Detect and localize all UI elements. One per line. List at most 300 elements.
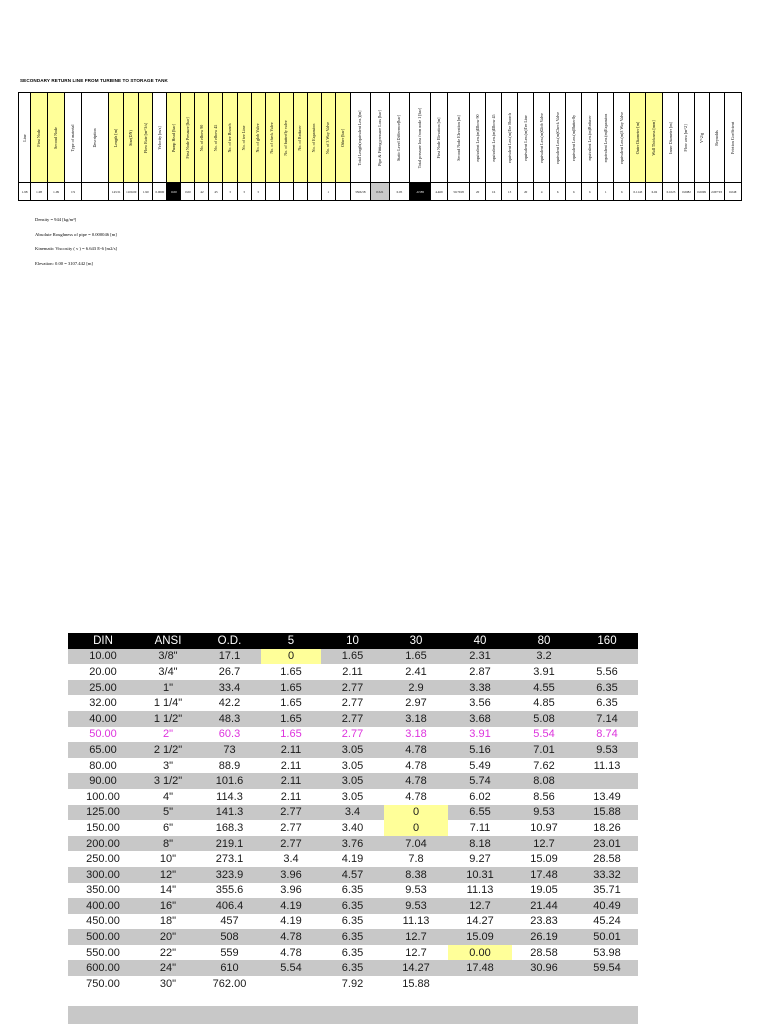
schedule-cell: 42.2 — [198, 695, 261, 711]
schedule-cell: 26.7 — [198, 664, 261, 680]
calc-value-cell: 6 — [566, 183, 582, 201]
schedule-row — [68, 695, 638, 711]
schedule-cell: 9.27 — [448, 851, 512, 867]
schedule-cell: 114.3 — [198, 789, 261, 805]
calc-header-cell — [19, 93, 31, 183]
schedule-cell: 6.35 — [321, 960, 384, 976]
schedule-cell: 4.78 — [384, 742, 448, 758]
calc-value-cell: 4 — [534, 183, 550, 201]
schedule-row — [68, 649, 638, 665]
schedule-cell: 0.00 — [448, 945, 512, 961]
calc-value-cell: 42 — [195, 183, 209, 201]
schedule-cell: 4.78 — [384, 773, 448, 789]
schedule-cell: 355.6 — [198, 883, 261, 899]
calc-value-cell: 20 — [518, 183, 534, 201]
calc-header-cell — [724, 93, 741, 183]
schedule-cell: 6.35 — [321, 929, 384, 945]
schedule-cell: 15.88 — [384, 976, 448, 992]
calc-header-label: equivalent Len.(m)Reducer — [586, 114, 592, 161]
density-note: Density = 944 [kg/m³] — [35, 217, 77, 222]
calc-header-label: Pump Head [bar] — [170, 123, 176, 152]
calc-value-cell: 0.00 — [167, 183, 181, 201]
calc-value-cell: CS — [65, 183, 82, 201]
calc-header-label: No. of elbow 45 — [212, 124, 218, 151]
schedule-cell: 1.65 — [261, 727, 321, 743]
schedule-cell: 11.13 — [384, 914, 448, 930]
schedule-cell: 3.96 — [261, 867, 321, 883]
schedule-cell: 9.53 — [384, 898, 448, 914]
schedule-cell: 65.00 — [68, 742, 138, 758]
schedule-cell: 14.27 — [448, 914, 512, 930]
schedule-cell: 3.91 — [448, 727, 512, 743]
calc-header-label: No. of butterfly valve — [283, 119, 289, 156]
schedule-cell: 33.4 — [198, 680, 261, 696]
schedule-cell: 50.01 — [576, 929, 638, 945]
schedule-cell: 406.4 — [198, 898, 261, 914]
schedule-cell: 8.18 — [448, 836, 512, 852]
schedule-cell: 30.96 — [512, 960, 576, 976]
schedule-cell: 2.11 — [261, 758, 321, 774]
schedule-cell: 10" — [138, 851, 198, 867]
schedule-cell: 3.18 — [384, 727, 448, 743]
calc-header-label: No. of Expansion — [311, 123, 317, 152]
calc-value-cell — [293, 183, 307, 201]
schedule-cell: 1 1/4" — [138, 695, 198, 711]
calc-value-cell: 20 — [470, 183, 486, 201]
calc-header-label: No. of check Valve — [269, 121, 275, 154]
schedule-cell: 1.65 — [321, 649, 384, 665]
schedule-cell: 500.00 — [68, 929, 138, 945]
schedule-cell: 3.05 — [321, 773, 384, 789]
calc-value-cell: 3566.58 — [350, 183, 370, 201]
schedule-cell: 48.3 — [198, 711, 261, 727]
calc-value-cell: 0.0009 — [694, 183, 709, 201]
calc-header-label: First Node Elevation [m] — [435, 116, 441, 159]
calc-header-label: V^2/g — [698, 132, 704, 143]
schedule-cell: 3.18 — [384, 711, 448, 727]
calc-header-label: Outer Diameter [m] — [634, 121, 640, 154]
schedule-cell: 7.04 — [384, 836, 448, 852]
schedule-cell: 50.00 — [68, 727, 138, 743]
schedule-header-cell: 160 — [576, 633, 638, 649]
calc-header-cell — [223, 93, 237, 183]
schedule-row — [68, 742, 638, 758]
schedule-cell: 2 1/2" — [138, 742, 198, 758]
calc-value-row — [19, 183, 742, 201]
schedule-cell: 5.54 — [512, 727, 576, 743]
calc-header-label: Static Level Difference[bar] — [396, 114, 402, 161]
schedule-cell: 0 — [261, 649, 321, 665]
calc-value-cell: 50.7918 — [448, 183, 470, 201]
calc-value-cell: 3 — [223, 183, 237, 201]
schedule-cell — [576, 773, 638, 789]
schedule-cell: 300.00 — [68, 867, 138, 883]
schedule-cell: 4.85 — [512, 695, 576, 711]
schedule-cell: 9.53 — [576, 742, 638, 758]
calc-header-cell — [502, 93, 518, 183]
schedule-cell: 59.54 — [576, 960, 638, 976]
calc-value-cell: 1.90 — [139, 183, 153, 201]
schedule-cell — [512, 976, 576, 992]
schedule-cell: 7.14 — [576, 711, 638, 727]
document-title: SECONDARY RETURN LINE FROM TURBINE TO STORAGE TANK — [20, 78, 168, 83]
schedule-cell: 18" — [138, 914, 198, 930]
schedule-cell: 12.7 — [448, 898, 512, 914]
schedule-cell — [261, 976, 321, 992]
schedule-cell: 9.53 — [512, 805, 576, 821]
schedule-cell: 250.00 — [68, 851, 138, 867]
schedule-cell: 12.7 — [384, 929, 448, 945]
schedule-cell: 2.11 — [261, 742, 321, 758]
calc-value-cell: 0.0082 — [679, 183, 694, 201]
calc-header-cell — [350, 93, 370, 183]
schedule-cell: 273.1 — [198, 851, 261, 867]
calc-value-cell — [335, 183, 350, 201]
schedule-cell: 5.54 — [261, 960, 321, 976]
schedule-cell: 12.7 — [384, 945, 448, 961]
schedule-cell: 23.83 — [512, 914, 576, 930]
calc-value-cell — [82, 183, 109, 201]
schedule-cell: 73 — [198, 742, 261, 758]
schedule-cell: 2.97 — [384, 695, 448, 711]
schedule-cell: 4.57 — [321, 867, 384, 883]
schedule-cell: 3.38 — [448, 680, 512, 696]
calc-header-cell — [209, 93, 223, 183]
calc-header-label: Total pressure loss from node 1 [bar] — [416, 107, 422, 168]
schedule-cell — [448, 976, 512, 992]
schedule-cell: 200.00 — [68, 836, 138, 852]
schedule-cell: 8" — [138, 836, 198, 852]
calc-header-cell — [663, 93, 679, 183]
schedule-cell: 2.77 — [261, 820, 321, 836]
calc-header-label: Type of material — [70, 124, 76, 151]
calc-header-cell — [307, 93, 321, 183]
calc-value-cell: -0.585 — [409, 183, 430, 201]
schedule-cell: 7.92 — [321, 976, 384, 992]
calc-header-label: Friction Coefficient — [729, 121, 735, 154]
schedule-cell: 2.11 — [321, 664, 384, 680]
schedule-cell: 219.1 — [198, 836, 261, 852]
calc-header-label: No. of tee Line — [240, 125, 246, 150]
schedule-row — [68, 680, 638, 696]
schedule-cell: 6.35 — [321, 914, 384, 930]
calc-header-cell — [486, 93, 502, 183]
calc-header-cell — [48, 93, 65, 183]
schedule-cell: 18.26 — [576, 820, 638, 836]
calc-value-cell — [307, 183, 321, 201]
calc-value-cell: 0.1143 — [630, 183, 646, 201]
schedule-row — [68, 820, 638, 836]
calc-header-label: No. of elbow 90 — [198, 124, 204, 151]
calc-header-cell — [694, 93, 709, 183]
calc-header-cell — [265, 93, 279, 183]
schedule-row — [68, 914, 638, 930]
schedule-header-cell: ANSI — [138, 633, 198, 649]
calc-header-cell — [470, 93, 486, 183]
schedule-cell: 35.71 — [576, 883, 638, 899]
schedule-cell: 5.08 — [512, 711, 576, 727]
schedule-cell: 5.74 — [448, 773, 512, 789]
calc-header-label: Wall Thickness [mm] — [651, 119, 657, 156]
schedule-cell: 4" — [138, 789, 198, 805]
schedule-cell: 2.11 — [261, 773, 321, 789]
schedule-cell: 125.00 — [68, 805, 138, 821]
schedule-cell: 4.78 — [261, 929, 321, 945]
schedule-cell: 0 — [384, 820, 448, 836]
pipe-schedule-table — [68, 633, 638, 992]
schedule-cell: 53.98 — [576, 945, 638, 961]
schedule-row — [68, 945, 638, 961]
schedule-cell: 6" — [138, 820, 198, 836]
calc-value-cell: 13 — [502, 183, 518, 201]
schedule-cell: 20" — [138, 929, 198, 945]
schedule-row — [68, 805, 638, 821]
calc-header-label: equivalent Len.(m)Elbow 90 — [474, 113, 480, 162]
schedule-cell: 28.58 — [512, 945, 576, 961]
calc-header-label: Velocity [m/s] — [156, 125, 162, 150]
schedule-cell: 3.05 — [321, 789, 384, 805]
schedule-cell: 1.65 — [261, 711, 321, 727]
calc-header-cell — [237, 93, 251, 183]
calc-value-cell: 3 — [251, 183, 265, 201]
calc-value-cell: 0.521 — [370, 183, 389, 201]
calc-value-cell: 1 — [321, 183, 335, 201]
calc-header-cell — [335, 93, 350, 183]
schedule-row — [68, 789, 638, 805]
calc-value-cell: 2.0E+03 — [709, 183, 724, 201]
schedule-cell: 90.00 — [68, 773, 138, 789]
schedule-cell: 101.6 — [198, 773, 261, 789]
calc-value-cell: 1-99 — [48, 183, 65, 201]
schedule-row — [68, 960, 638, 976]
schedule-row — [68, 727, 638, 743]
schedule-cell: 8.08 — [512, 773, 576, 789]
schedule-cell: 7.11 — [448, 820, 512, 836]
schedule-cell: 1.65 — [384, 649, 448, 665]
schedule-cell — [576, 649, 638, 665]
viscosity-note: Kinematic Viscosity ( ν ) = 6.643 E-6 [m2/s] — [35, 246, 118, 252]
schedule-cell: 5" — [138, 805, 198, 821]
schedule-cell: 2.77 — [321, 727, 384, 743]
schedule-cell: 762.00 — [198, 976, 261, 992]
schedule-cell: 8.74 — [576, 727, 638, 743]
schedule-cell: 6.35 — [321, 945, 384, 961]
schedule-cell: 4.55 — [512, 680, 576, 696]
schedule-cell: 3.56 — [448, 695, 512, 711]
schedule-cell: 141.3 — [198, 805, 261, 821]
calc-header-cell — [82, 93, 109, 183]
calc-header-cell — [31, 93, 48, 183]
schedule-header-cell: 5 — [261, 633, 321, 649]
calc-value-cell: 0.00 — [181, 183, 195, 201]
calc-header-cell — [109, 93, 124, 183]
calc-header-cell — [709, 93, 724, 183]
calc-header-label: Size(DN) — [128, 129, 134, 146]
calc-value-cell: 3 — [237, 183, 251, 201]
calc-header-cell — [598, 93, 614, 183]
schedule-cell: 88.9 — [198, 758, 261, 774]
schedule-row — [68, 711, 638, 727]
schedule-cell: 350.00 — [68, 883, 138, 899]
schedule-cell: 32.00 — [68, 695, 138, 711]
schedule-cell: 2.77 — [261, 836, 321, 852]
calc-header-label: equivalent Len.(m)Check Valve — [554, 111, 560, 164]
pipe-calculation-table — [18, 92, 742, 201]
calc-header-cell — [153, 93, 167, 183]
calc-value-cell — [279, 183, 293, 201]
calc-header-cell — [534, 93, 550, 183]
schedule-cell: 3.4 — [261, 851, 321, 867]
calc-header-cell — [582, 93, 598, 183]
calc-value-cell: 1100.00 — [124, 183, 139, 201]
schedule-row — [68, 867, 638, 883]
schedule-cell: 10.97 — [512, 820, 576, 836]
calc-header-label: equivalent Len.(m)3 Way Valve — [618, 111, 624, 164]
schedule-cell: 2.77 — [261, 805, 321, 821]
schedule-cell: 9.53 — [384, 883, 448, 899]
schedule-cell: 45.24 — [576, 914, 638, 930]
calc-header-cell — [409, 93, 430, 183]
calc-value-cell: 1 — [598, 183, 614, 201]
schedule-cell: 12" — [138, 867, 198, 883]
elevation-note: Elevation: 0.00 = 3107.442 [m] — [35, 260, 93, 266]
schedule-footer-bar — [68, 1006, 638, 1024]
schedule-cell: 508 — [198, 929, 261, 945]
calc-header-cell — [646, 93, 663, 183]
schedule-cell: 1 1/2" — [138, 711, 198, 727]
schedule-cell: 5.56 — [576, 664, 638, 680]
schedule-cell: 14" — [138, 883, 198, 899]
calc-value-cell: 6 — [614, 183, 630, 201]
calc-header-cell — [370, 93, 389, 183]
schedule-cell: 3" — [138, 758, 198, 774]
schedule-cell: 6.35 — [576, 695, 638, 711]
calc-value-cell: 0.0000 — [153, 183, 167, 201]
calc-header-cell — [195, 93, 209, 183]
schedule-cell: 6.35 — [321, 883, 384, 899]
schedule-cell: 4.19 — [321, 851, 384, 867]
schedule-cell: 559 — [198, 945, 261, 961]
schedule-cell: 22" — [138, 945, 198, 961]
calc-value-cell: 16 — [486, 183, 502, 201]
calc-header-cell — [124, 93, 139, 183]
calc-header-cell — [251, 93, 265, 183]
calc-header-label: Second Node — [53, 126, 59, 149]
schedule-cell: 12.7 — [512, 836, 576, 852]
calc-header-cell — [279, 93, 293, 183]
calc-header-label: Flow area [m^2] — [683, 123, 689, 152]
calc-header-cell — [518, 93, 534, 183]
schedule-cell: 2.9 — [384, 680, 448, 696]
schedule-cell: 2.41 — [384, 664, 448, 680]
schedule-cell: 5.16 — [448, 742, 512, 758]
schedule-cell: 3.68 — [448, 711, 512, 727]
roughness-note: Absolute Roughness of pipe = 0.000046 [m] — [35, 231, 117, 237]
calc-value-cell: 0.05 — [389, 183, 409, 201]
schedule-cell: 600.00 — [68, 960, 138, 976]
schedule-cell: 3 1/2" — [138, 773, 198, 789]
schedule-cell: 2.11 — [261, 789, 321, 805]
schedule-cell: 8.56 — [512, 789, 576, 805]
schedule-row — [68, 836, 638, 852]
schedule-cell: 8.38 — [384, 867, 448, 883]
schedule-cell: 10.00 — [68, 649, 138, 665]
schedule-row — [68, 883, 638, 899]
calc-value-cell: 0.04E — [724, 183, 741, 201]
schedule-cell — [576, 976, 638, 992]
schedule-cell: 4.78 — [384, 758, 448, 774]
schedule-cell: 17.48 — [448, 960, 512, 976]
schedule-header-row — [68, 633, 638, 649]
schedule-cell: 10.31 — [448, 867, 512, 883]
calc-header-label: Flow Rate [m^3/s] — [142, 122, 148, 153]
calc-header-label: equivalent Len.(m)Elbow 45 — [490, 113, 496, 162]
calc-value-cell — [265, 183, 279, 201]
calc-header-cell — [448, 93, 470, 183]
calc-value-cell: 1-98 — [19, 183, 31, 201]
calc-value-cell: 143.51 — [109, 183, 124, 201]
schedule-cell: 26.19 — [512, 929, 576, 945]
schedule-row — [68, 929, 638, 945]
calc-header-label: Reynolds — [713, 129, 719, 146]
calc-header-label: No. of glob Valve — [255, 122, 261, 153]
schedule-cell: 23.01 — [576, 836, 638, 852]
calc-value-cell: 45 — [209, 183, 223, 201]
schedule-header-cell: O.D. — [198, 633, 261, 649]
schedule-cell: 323.9 — [198, 867, 261, 883]
schedule-cell: 150.00 — [68, 820, 138, 836]
schedule-header-cell: 30 — [384, 633, 448, 649]
schedule-cell: 1.65 — [261, 664, 321, 680]
calc-header-cell — [430, 93, 447, 183]
schedule-cell: 28.58 — [576, 851, 638, 867]
schedule-cell: 2.77 — [321, 711, 384, 727]
calc-header-label: No. of tee Branch — [226, 122, 232, 153]
schedule-row — [68, 898, 638, 914]
schedule-cell: 13.49 — [576, 789, 638, 805]
schedule-row — [68, 851, 638, 867]
schedule-cell: 1" — [138, 680, 198, 696]
schedule-row — [68, 664, 638, 680]
calc-header-label: First Node Pressure [bar] — [184, 116, 190, 159]
schedule-cell: 0 — [384, 805, 448, 821]
schedule-cell: 2.87 — [448, 664, 512, 680]
calc-header-row — [19, 93, 742, 183]
schedule-cell: 15.09 — [512, 851, 576, 867]
calc-header-cell — [181, 93, 195, 183]
calc-header-cell — [321, 93, 335, 183]
calc-value-cell: 6 — [550, 183, 566, 201]
calc-value-cell: 6 — [582, 183, 598, 201]
calc-header-cell — [293, 93, 307, 183]
calc-header-cell — [389, 93, 409, 183]
schedule-header-cell: 40 — [448, 633, 512, 649]
schedule-cell: 17.48 — [512, 867, 576, 883]
calc-header-cell — [139, 93, 153, 183]
calc-header-label: Length [m] — [113, 128, 119, 147]
calc-header-label: Total Length(equivalent Len.)[m] — [357, 109, 363, 166]
schedule-cell: 6.35 — [321, 898, 384, 914]
schedule-cell: 5.49 — [448, 758, 512, 774]
schedule-cell: 1.65 — [261, 680, 321, 696]
schedule-row — [68, 976, 638, 992]
calc-header-label: Other [bar] — [339, 128, 345, 147]
schedule-cell: 15.88 — [576, 805, 638, 821]
calc-header-label: Description — [92, 127, 98, 148]
schedule-cell: 7.62 — [512, 758, 576, 774]
calc-value-cell: 1-98 — [31, 183, 48, 201]
schedule-cell: 4.78 — [261, 945, 321, 961]
